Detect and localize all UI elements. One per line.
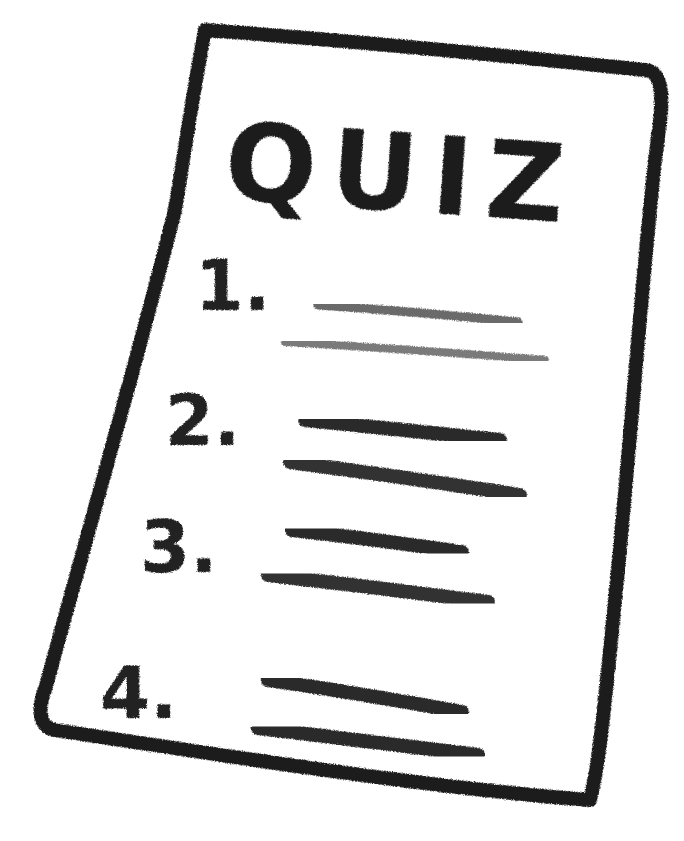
item-number-1: 1. [195, 245, 271, 327]
item-number-4: 4. [100, 651, 178, 735]
item-number-3: 3. [140, 505, 218, 589]
quiz-title: QUIZ [220, 99, 583, 250]
item-number-2-visible: 2. [165, 380, 241, 462]
